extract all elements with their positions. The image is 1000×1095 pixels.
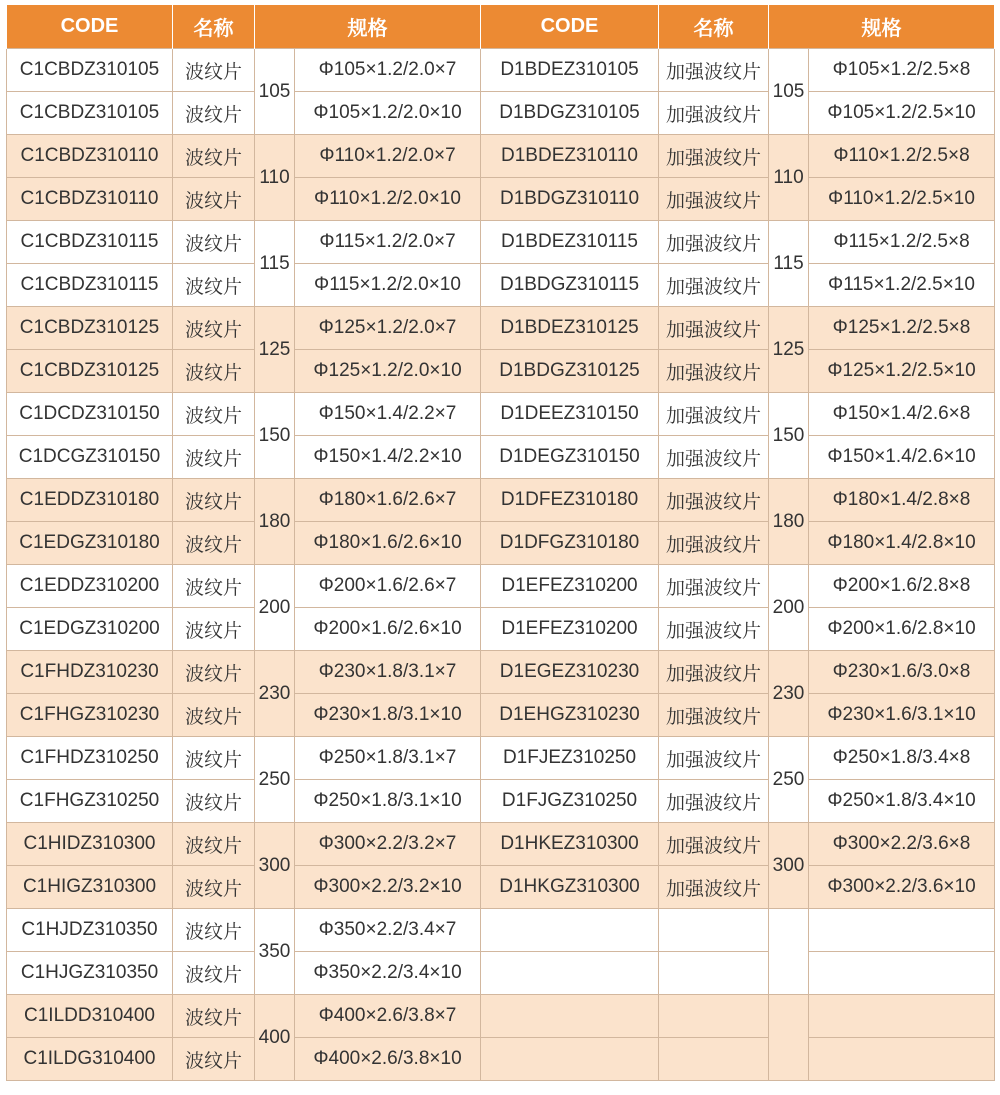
code-cell-left: C1CBDZ310115 [7, 264, 173, 307]
spec-cell-left: Φ350×2.2/3.4×10 [295, 952, 481, 995]
spec-cell-right: Φ150×1.4/2.6×10 [809, 436, 995, 479]
spec-cell-left: Φ115×1.2/2.0×10 [295, 264, 481, 307]
spec-cell-left: Φ200×1.6/2.6×10 [295, 608, 481, 651]
table-row [7, 436, 995, 479]
name-cell-right [659, 995, 769, 1038]
size-cell-right: 150 [769, 393, 809, 479]
table-row [7, 608, 995, 651]
name-cell-right: 加强波纹片 [659, 393, 769, 436]
code-cell-right: D1BDGZ310105 [481, 92, 659, 135]
size-cell-left: 230 [255, 651, 295, 737]
code-cell-left: C1EDDZ310200 [7, 565, 173, 608]
spec-cell-right: Φ110×1.2/2.5×10 [809, 178, 995, 221]
table-row [7, 522, 995, 565]
name-cell-left: 波纹片 [173, 866, 255, 909]
spec-cell-right: Φ200×1.6/2.8×10 [809, 608, 995, 651]
spec-cell-left: Φ105×1.2/2.0×7 [295, 49, 481, 92]
spec-cell-right: Φ250×1.8/3.4×8 [809, 737, 995, 780]
spec-cell-left: Φ300×2.2/3.2×7 [295, 823, 481, 866]
name-cell-right: 加强波纹片 [659, 823, 769, 866]
code-cell-left: C1FHGZ310250 [7, 780, 173, 823]
code-cell-right: D1BDEZ310115 [481, 221, 659, 264]
spec-cell-left: Φ230×1.8/3.1×10 [295, 694, 481, 737]
table-row [7, 92, 995, 135]
code-cell-right: D1EFEZ310200 [481, 565, 659, 608]
size-cell-left: 180 [255, 479, 295, 565]
size-cell-right [769, 909, 809, 995]
name-cell-right: 加强波纹片 [659, 307, 769, 350]
code-cell-left: C1HJDZ310350 [7, 909, 173, 952]
spec-cell-right [809, 1038, 995, 1081]
code-cell-left: C1ILDD310400 [7, 995, 173, 1038]
name-cell-right: 加强波纹片 [659, 436, 769, 479]
spec-table [6, 5, 995, 1081]
name-cell-left: 波纹片 [173, 221, 255, 264]
name-cell-left: 波纹片 [173, 608, 255, 651]
spec-cell-left: Φ110×1.2/2.0×7 [295, 135, 481, 178]
size-cell-left: 105 [255, 49, 295, 135]
code-cell-left: C1CBDZ310125 [7, 307, 173, 350]
size-cell-right: 115 [769, 221, 809, 307]
code-cell-right: D1EHGZ310230 [481, 694, 659, 737]
code-cell-left: C1CBDZ310110 [7, 135, 173, 178]
name-cell-left: 波纹片 [173, 1038, 255, 1081]
spec-cell-right: Φ125×1.2/2.5×10 [809, 350, 995, 393]
spec-cell-left: Φ180×1.6/2.6×10 [295, 522, 481, 565]
spec-cell-right: Φ230×1.6/3.0×8 [809, 651, 995, 694]
size-cell-left: 115 [255, 221, 295, 307]
spec-cell-right: Φ110×1.2/2.5×8 [809, 135, 995, 178]
size-cell-right: 230 [769, 651, 809, 737]
size-cell-left: 250 [255, 737, 295, 823]
table-row [7, 866, 995, 909]
name-cell-left: 波纹片 [173, 49, 255, 92]
spec-cell-left: Φ400×2.6/3.8×7 [295, 995, 481, 1038]
code-cell-left: C1CBDZ310110 [7, 178, 173, 221]
spec-cell-right: Φ115×1.2/2.5×10 [809, 264, 995, 307]
code-cell-right: D1FJEZ310250 [481, 737, 659, 780]
spec-cell-right: Φ180×1.4/2.8×8 [809, 479, 995, 522]
code-cell-right: D1DFGZ310180 [481, 522, 659, 565]
size-cell-right: 200 [769, 565, 809, 651]
name-cell-left: 波纹片 [173, 565, 255, 608]
name-cell-left: 波纹片 [173, 694, 255, 737]
code-cell-left: C1CBDZ310115 [7, 221, 173, 264]
name-cell-left: 波纹片 [173, 92, 255, 135]
header-code-right: CODE [481, 5, 659, 49]
code-cell-right: D1EGEZ310230 [481, 651, 659, 694]
name-cell-left: 波纹片 [173, 350, 255, 393]
table-row [7, 49, 995, 92]
code-cell-left: C1FHGZ310230 [7, 694, 173, 737]
spec-cell-right: Φ300×2.2/3.6×8 [809, 823, 995, 866]
name-cell-right: 加强波纹片 [659, 608, 769, 651]
spec-cell-left: Φ300×2.2/3.2×10 [295, 866, 481, 909]
name-cell-right: 加强波纹片 [659, 737, 769, 780]
name-cell-right: 加强波纹片 [659, 350, 769, 393]
name-cell-right [659, 909, 769, 952]
header-name-left: 名称 [173, 5, 255, 49]
table-row [7, 307, 995, 350]
code-cell-left: C1HIDZ310300 [7, 823, 173, 866]
name-cell-left: 波纹片 [173, 178, 255, 221]
code-cell-left: C1CBDZ310125 [7, 350, 173, 393]
name-cell-right: 加强波纹片 [659, 565, 769, 608]
code-cell-left: C1EDGZ310180 [7, 522, 173, 565]
spec-cell-left: Φ180×1.6/2.6×7 [295, 479, 481, 522]
name-cell-left: 波纹片 [173, 264, 255, 307]
name-cell-left: 波纹片 [173, 651, 255, 694]
code-cell-right: D1BDGZ310115 [481, 264, 659, 307]
spec-table-body [7, 49, 995, 1081]
spec-cell-right: Φ300×2.2/3.6×10 [809, 866, 995, 909]
name-cell-left: 波纹片 [173, 307, 255, 350]
code-cell-right [481, 995, 659, 1038]
spec-cell-left: Φ115×1.2/2.0×7 [295, 221, 481, 264]
code-cell-right: D1DEEZ310150 [481, 393, 659, 436]
spec-cell-right: Φ180×1.4/2.8×10 [809, 522, 995, 565]
table-row [7, 221, 995, 264]
spec-cell-right: Φ115×1.2/2.5×8 [809, 221, 995, 264]
code-cell-left: C1ILDG310400 [7, 1038, 173, 1081]
size-cell-right: 180 [769, 479, 809, 565]
code-cell-right: D1DEGZ310150 [481, 436, 659, 479]
size-cell-left: 200 [255, 565, 295, 651]
name-cell-left: 波纹片 [173, 995, 255, 1038]
code-cell-right: D1HKGZ310300 [481, 866, 659, 909]
code-cell-left: C1HIGZ310300 [7, 866, 173, 909]
name-cell-right [659, 1038, 769, 1081]
code-cell-right: D1DFEZ310180 [481, 479, 659, 522]
size-cell-right [769, 995, 809, 1081]
name-cell-right: 加强波纹片 [659, 866, 769, 909]
name-cell-right: 加强波纹片 [659, 178, 769, 221]
code-cell-left: C1FHDZ310250 [7, 737, 173, 780]
code-cell-left: C1HJGZ310350 [7, 952, 173, 995]
code-cell-left: C1CBDZ310105 [7, 92, 173, 135]
spec-cell-right: Φ200×1.6/2.8×8 [809, 565, 995, 608]
name-cell-right: 加强波纹片 [659, 221, 769, 264]
spec-cell-left: Φ125×1.2/2.0×10 [295, 350, 481, 393]
spec-cell-left: Φ350×2.2/3.4×7 [295, 909, 481, 952]
name-cell-left: 波纹片 [173, 952, 255, 995]
name-cell-left: 波纹片 [173, 909, 255, 952]
size-cell-left: 300 [255, 823, 295, 909]
table-row [7, 737, 995, 780]
code-cell-right: D1BDEZ310105 [481, 49, 659, 92]
name-cell-left: 波纹片 [173, 780, 255, 823]
spec-cell-left: Φ200×1.6/2.6×7 [295, 565, 481, 608]
code-cell-right: D1HKEZ310300 [481, 823, 659, 866]
table-row [7, 909, 995, 952]
size-cell-left: 150 [255, 393, 295, 479]
code-cell-right: D1BDEZ310125 [481, 307, 659, 350]
size-cell-right: 250 [769, 737, 809, 823]
header-code-left: CODE [7, 5, 173, 49]
spec-cell-right: Φ250×1.8/3.4×10 [809, 780, 995, 823]
name-cell-left: 波纹片 [173, 823, 255, 866]
header-spec-right: 规格 [769, 5, 995, 49]
size-cell-left: 110 [255, 135, 295, 221]
table-row [7, 178, 995, 221]
table-row [7, 565, 995, 608]
table-row [7, 651, 995, 694]
name-cell-right: 加强波纹片 [659, 694, 769, 737]
size-cell-right: 125 [769, 307, 809, 393]
table-row [7, 1038, 995, 1081]
spec-cell-left: Φ110×1.2/2.0×10 [295, 178, 481, 221]
size-cell-right: 110 [769, 135, 809, 221]
table-row [7, 995, 995, 1038]
table-row [7, 479, 995, 522]
spec-cell-left: Φ105×1.2/2.0×10 [295, 92, 481, 135]
name-cell-right: 加强波纹片 [659, 49, 769, 92]
spec-cell-left: Φ250×1.8/3.1×7 [295, 737, 481, 780]
table-row [7, 393, 995, 436]
table-row [7, 823, 995, 866]
code-cell-left: C1DCGZ310150 [7, 436, 173, 479]
code-cell-right: D1EFEZ310200 [481, 608, 659, 651]
table-row [7, 135, 995, 178]
code-cell-right: D1BDEZ310110 [481, 135, 659, 178]
name-cell-right [659, 952, 769, 995]
spec-cell-right: Φ105×1.2/2.5×8 [809, 49, 995, 92]
name-cell-right: 加强波纹片 [659, 135, 769, 178]
name-cell-right: 加强波纹片 [659, 92, 769, 135]
spec-cell-right: Φ125×1.2/2.5×8 [809, 307, 995, 350]
spec-cell-left: Φ125×1.2/2.0×7 [295, 307, 481, 350]
header-spec-left: 规格 [255, 5, 481, 49]
spec-cell-left: Φ400×2.6/3.8×10 [295, 1038, 481, 1081]
spec-cell-left: Φ150×1.4/2.2×10 [295, 436, 481, 479]
header-row [7, 5, 995, 49]
code-cell-left: C1EDGZ310200 [7, 608, 173, 651]
code-cell-right: D1BDGZ310125 [481, 350, 659, 393]
size-cell-right: 300 [769, 823, 809, 909]
code-cell-right: D1BDGZ310110 [481, 178, 659, 221]
code-cell-left: C1FHDZ310230 [7, 651, 173, 694]
name-cell-right: 加强波纹片 [659, 264, 769, 307]
code-cell-right [481, 1038, 659, 1081]
header-name-right: 名称 [659, 5, 769, 49]
name-cell-left: 波纹片 [173, 479, 255, 522]
code-cell-left: C1EDDZ310180 [7, 479, 173, 522]
size-cell-left: 400 [255, 995, 295, 1081]
spec-cell-right [809, 909, 995, 952]
code-cell-right [481, 952, 659, 995]
spec-cell-right: Φ105×1.2/2.5×10 [809, 92, 995, 135]
table-row [7, 350, 995, 393]
name-cell-right: 加强波纹片 [659, 522, 769, 565]
size-cell-left: 350 [255, 909, 295, 995]
spec-cell-left: Φ150×1.4/2.2×7 [295, 393, 481, 436]
code-cell-left: C1CBDZ310105 [7, 49, 173, 92]
spec-cell-right [809, 995, 995, 1038]
table-row [7, 264, 995, 307]
spec-cell-right: Φ150×1.4/2.6×8 [809, 393, 995, 436]
name-cell-left: 波纹片 [173, 737, 255, 780]
code-cell-right: D1FJGZ310250 [481, 780, 659, 823]
name-cell-left: 波纹片 [173, 436, 255, 479]
code-cell-left: C1DCDZ310150 [7, 393, 173, 436]
name-cell-left: 波纹片 [173, 135, 255, 178]
table-row [7, 780, 995, 823]
name-cell-left: 波纹片 [173, 522, 255, 565]
code-cell-right [481, 909, 659, 952]
size-cell-left: 125 [255, 307, 295, 393]
size-cell-right: 105 [769, 49, 809, 135]
name-cell-left: 波纹片 [173, 393, 255, 436]
spec-cell-right: Φ230×1.6/3.1×10 [809, 694, 995, 737]
table-row [7, 952, 995, 995]
table-row [7, 694, 995, 737]
name-cell-right: 加强波纹片 [659, 780, 769, 823]
name-cell-right: 加强波纹片 [659, 651, 769, 694]
spec-cell-left: Φ250×1.8/3.1×10 [295, 780, 481, 823]
spec-cell-left: Φ230×1.8/3.1×7 [295, 651, 481, 694]
name-cell-right: 加强波纹片 [659, 479, 769, 522]
spec-cell-right [809, 952, 995, 995]
